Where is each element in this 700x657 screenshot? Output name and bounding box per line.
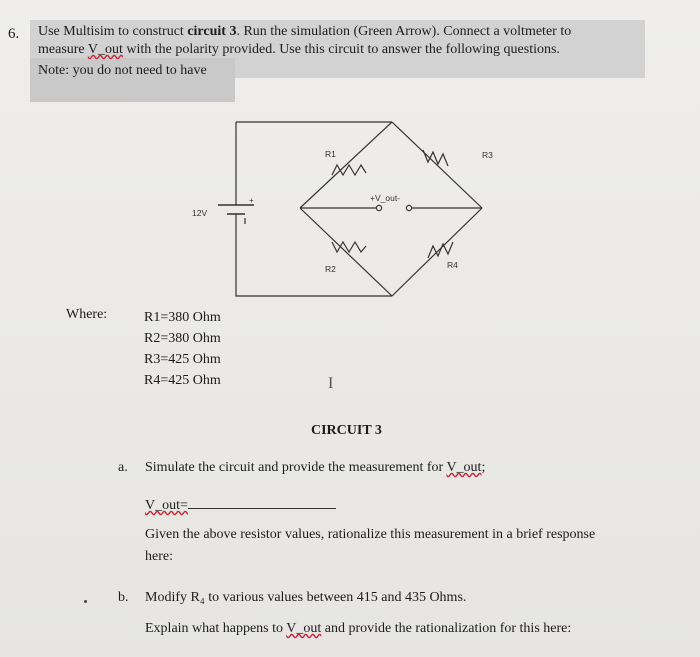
vout-plus-terminal — [376, 205, 381, 210]
text-cursor-icon: I — [328, 375, 334, 392]
part-a-letter: a. — [118, 460, 128, 475]
r2-value: R2=380 Ohm — [144, 331, 221, 346]
r3-label: R3 — [482, 150, 493, 160]
vout-minus-terminal — [406, 205, 411, 210]
circuit-title: CIRCUIT 3 — [311, 423, 382, 438]
source-label: 12V — [192, 208, 208, 218]
r4-label: R4 — [447, 260, 458, 270]
question-line-3: Note: you do not need to have — [38, 63, 207, 78]
part-a-rationalize: Given the above resistor values, rationalize this measurement in a brief response — [145, 527, 596, 542]
answer-blank[interactable] — [188, 497, 336, 509]
r1-label: R1 — [325, 149, 336, 159]
bullet-dot — [84, 600, 87, 603]
vout-label: +V_out- — [370, 193, 401, 203]
r3-value: R3=425 Ohm — [144, 352, 221, 367]
question-number: 6. — [8, 26, 20, 42]
r1-value: R1=380 Ohm — [144, 310, 221, 325]
question-line-1: Use Multisim to construct circuit 3. Run the simulation (Green Arrow). Connect a voltmeter to — [38, 24, 572, 39]
wire-left-bottom — [236, 214, 392, 296]
part-a-rationalize-2: here: — [145, 549, 173, 564]
wire-r2 — [300, 208, 392, 296]
part-b-question: Modify R₄ to various values between 415 and 435 Ohms. — [145, 590, 467, 605]
r4-zigzag — [428, 242, 453, 258]
r2-label: R2 — [325, 264, 336, 274]
vout-answer-field[interactable]: V_out= — [145, 497, 336, 514]
wire-r4 — [392, 208, 482, 296]
wire-r3 — [392, 122, 482, 208]
part-b-letter: b. — [118, 590, 129, 605]
vout-term: V_out — [87, 42, 123, 57]
where-label: Where: — [66, 307, 108, 322]
part-b-explain: Explain what happens to V_out and provide the rationalization for this here: — [145, 621, 572, 636]
question-line-2: measure V_out with the polarity provided. Use this circuit to answer the following questions. — [38, 42, 560, 57]
r4-value: R4=425 Ohm — [144, 373, 221, 388]
source-plus: + — [249, 196, 254, 205]
part-a-question: Simulate the circuit and provide the measurement for V_out; — [145, 460, 486, 475]
resistor-values — [144, 307, 221, 391]
